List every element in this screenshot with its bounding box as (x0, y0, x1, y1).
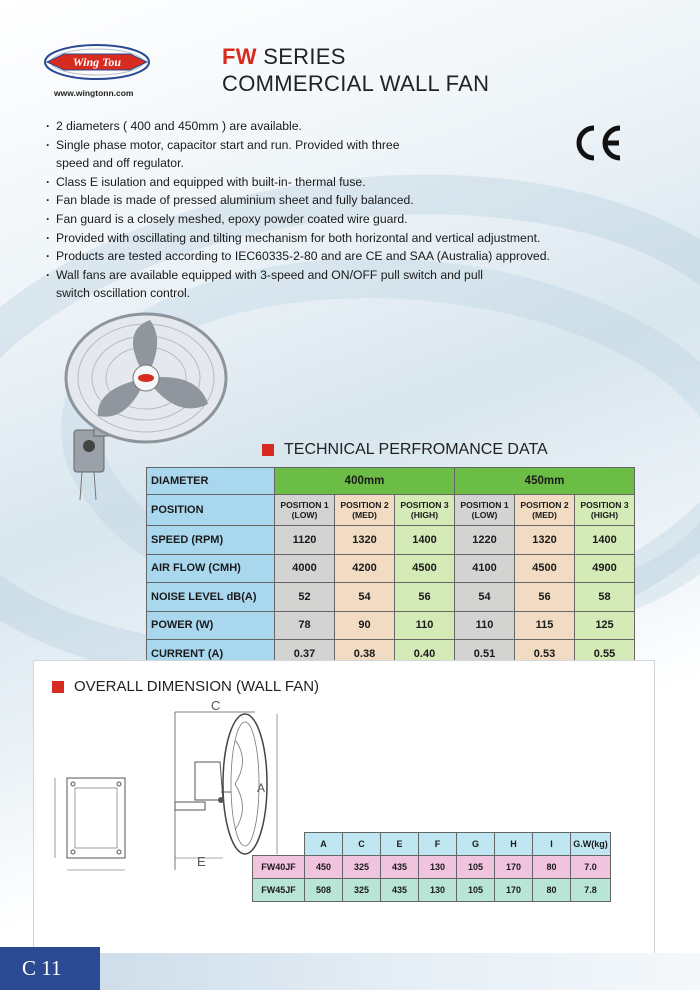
table-cell: 130 (419, 856, 457, 879)
column-header: E (381, 833, 419, 856)
red-square-bullet-icon (52, 681, 64, 693)
row-label: POWER (W) (147, 611, 275, 640)
feature-item: · Wall fans are available equipped with 3-speed and ON/OFF pull switch and pull switch oscillation control. (46, 266, 506, 303)
table-cell: 54 (335, 583, 395, 612)
table-cell: 105 (457, 856, 495, 879)
row-label: NOISE LEVEL dB(A) (147, 583, 275, 612)
table-cell: 4900 (575, 554, 635, 583)
table-cell: 56 (515, 583, 575, 612)
table-cell: 80 (533, 879, 571, 902)
table-cell: 0.37 (275, 640, 335, 669)
table-row (147, 611, 635, 640)
position-label: POSITION (147, 495, 275, 526)
feature-item: · Products are tested according to IEC60335-2-80 and are CE and SAA (Australia) approved. (46, 247, 606, 266)
feature-item: · Fan guard is a closely meshed, epoxy powder coated wire guard. (46, 210, 606, 229)
table-cell: 1220 (455, 526, 515, 555)
label-a: A (257, 781, 266, 795)
table-cell: 4200 (335, 554, 395, 583)
table-cell: 125 (575, 611, 635, 640)
table-cell: 78 (275, 611, 335, 640)
position-header: POSITION 1 (LOW) (275, 495, 335, 526)
label-e: E (197, 854, 206, 869)
position-header: POSITION 2 (MED) (335, 495, 395, 526)
table-cell: 450 (305, 856, 343, 879)
diameter-label: DIAMETER (147, 468, 275, 495)
feature-item: · Provided with oscillating and tilting mechanism for both horizontal and vertical adjustment. (46, 229, 606, 248)
column-header: A (305, 833, 343, 856)
table-cell: 0.55 (575, 640, 635, 669)
table-cell: 0.53 (515, 640, 575, 669)
table-cell: 4100 (455, 554, 515, 583)
column-header: C (343, 833, 381, 856)
footer-bar (0, 953, 700, 990)
position-header: POSITION 2 (MED) (515, 495, 575, 526)
table-cell: 7.0 (571, 856, 611, 879)
table-cell: 115 (515, 611, 575, 640)
product-title: COMMERCIAL WALL FAN (222, 71, 490, 96)
feature-item: · Fan blade is made of pressed aluminium sheet and fully balanced. (46, 191, 606, 210)
technical-performance-table (146, 467, 635, 669)
table-row (147, 554, 635, 583)
table-cell: 110 (455, 611, 515, 640)
diameter-450: 450mm (455, 468, 635, 495)
table-cell: 435 (381, 879, 419, 902)
series-title (222, 44, 346, 70)
dimension-drawing (45, 700, 285, 900)
table-cell: 1320 (515, 526, 575, 555)
table-cell: 58 (575, 583, 635, 612)
model-name: FW40JF (253, 856, 305, 879)
feature-item: · Class E isulation and equipped with built-in- thermal fuse. (46, 173, 606, 192)
table-cell: 170 (495, 879, 533, 902)
position-header: POSITION 1 (LOW) (455, 495, 515, 526)
table-cell: 0.38 (335, 640, 395, 669)
table-row (253, 879, 611, 902)
column-header: G (457, 833, 495, 856)
table-cell: 508 (305, 879, 343, 902)
table-cell: 0.40 (395, 640, 455, 669)
table-cell: 4000 (275, 554, 335, 583)
table-cell: 0.51 (455, 640, 515, 669)
feature-item: · Single phase motor, capacitor start and run. Provided with three speed and off regulator. (46, 136, 406, 173)
diameter-400: 400mm (275, 468, 455, 495)
feature-list (46, 117, 606, 303)
dimension-table (252, 832, 611, 902)
row-label: CURRENT (A) (147, 640, 275, 669)
position-header: POSITION 3 (HIGH) (395, 495, 455, 526)
table-cell: 80 (533, 856, 571, 879)
table-cell: 1400 (575, 526, 635, 555)
feature-item: · 2 diameters ( 400 and 450mm ) are available. (46, 117, 606, 136)
red-square-bullet-icon (262, 444, 274, 456)
table-cell: 325 (343, 856, 381, 879)
dimension-section-heading (52, 678, 319, 695)
table-cell: 110 (395, 611, 455, 640)
tech-heading-text: TECHNICAL PERFROMANCE DATA (284, 441, 548, 458)
table-cell: 54 (455, 583, 515, 612)
table-cell: 325 (343, 879, 381, 902)
row-label: SPEED (RPM) (147, 526, 275, 555)
column-header: F (419, 833, 457, 856)
table-cell: 4500 (515, 554, 575, 583)
table-cell: 1320 (335, 526, 395, 555)
tech-section-heading (262, 441, 548, 459)
dimension-heading-text: OVERALL DIMENSION (WALL FAN) (74, 678, 320, 695)
table-row (147, 526, 635, 555)
page-number: C 11 (0, 947, 100, 990)
table-cell: 4500 (395, 554, 455, 583)
row-label: AIR FLOW (CMH) (147, 554, 275, 583)
website-url: www.wingtonn.com (54, 88, 134, 98)
label-c: C (211, 700, 221, 713)
logo-text: Wing Tou (72, 55, 122, 69)
column-header: G.W(kg) (571, 833, 611, 856)
table-cell: 90 (335, 611, 395, 640)
table-cell: 130 (419, 879, 457, 902)
series-code: FW (222, 44, 257, 69)
table-cell: 1120 (275, 526, 335, 555)
table-row (253, 856, 611, 879)
table-cell: 435 (381, 856, 419, 879)
position-header: POSITION 3 (HIGH) (575, 495, 635, 526)
table-cell: 56 (395, 583, 455, 612)
table-cell: 170 (495, 856, 533, 879)
table-cell: 1400 (395, 526, 455, 555)
series-word: SERIES (263, 44, 346, 69)
model-name: FW45JF (253, 879, 305, 902)
table-cell: 52 (275, 583, 335, 612)
table-row (147, 583, 635, 612)
table-cell: 105 (457, 879, 495, 902)
column-header: I (533, 833, 571, 856)
column-header: H (495, 833, 533, 856)
table-cell: 7.8 (571, 879, 611, 902)
